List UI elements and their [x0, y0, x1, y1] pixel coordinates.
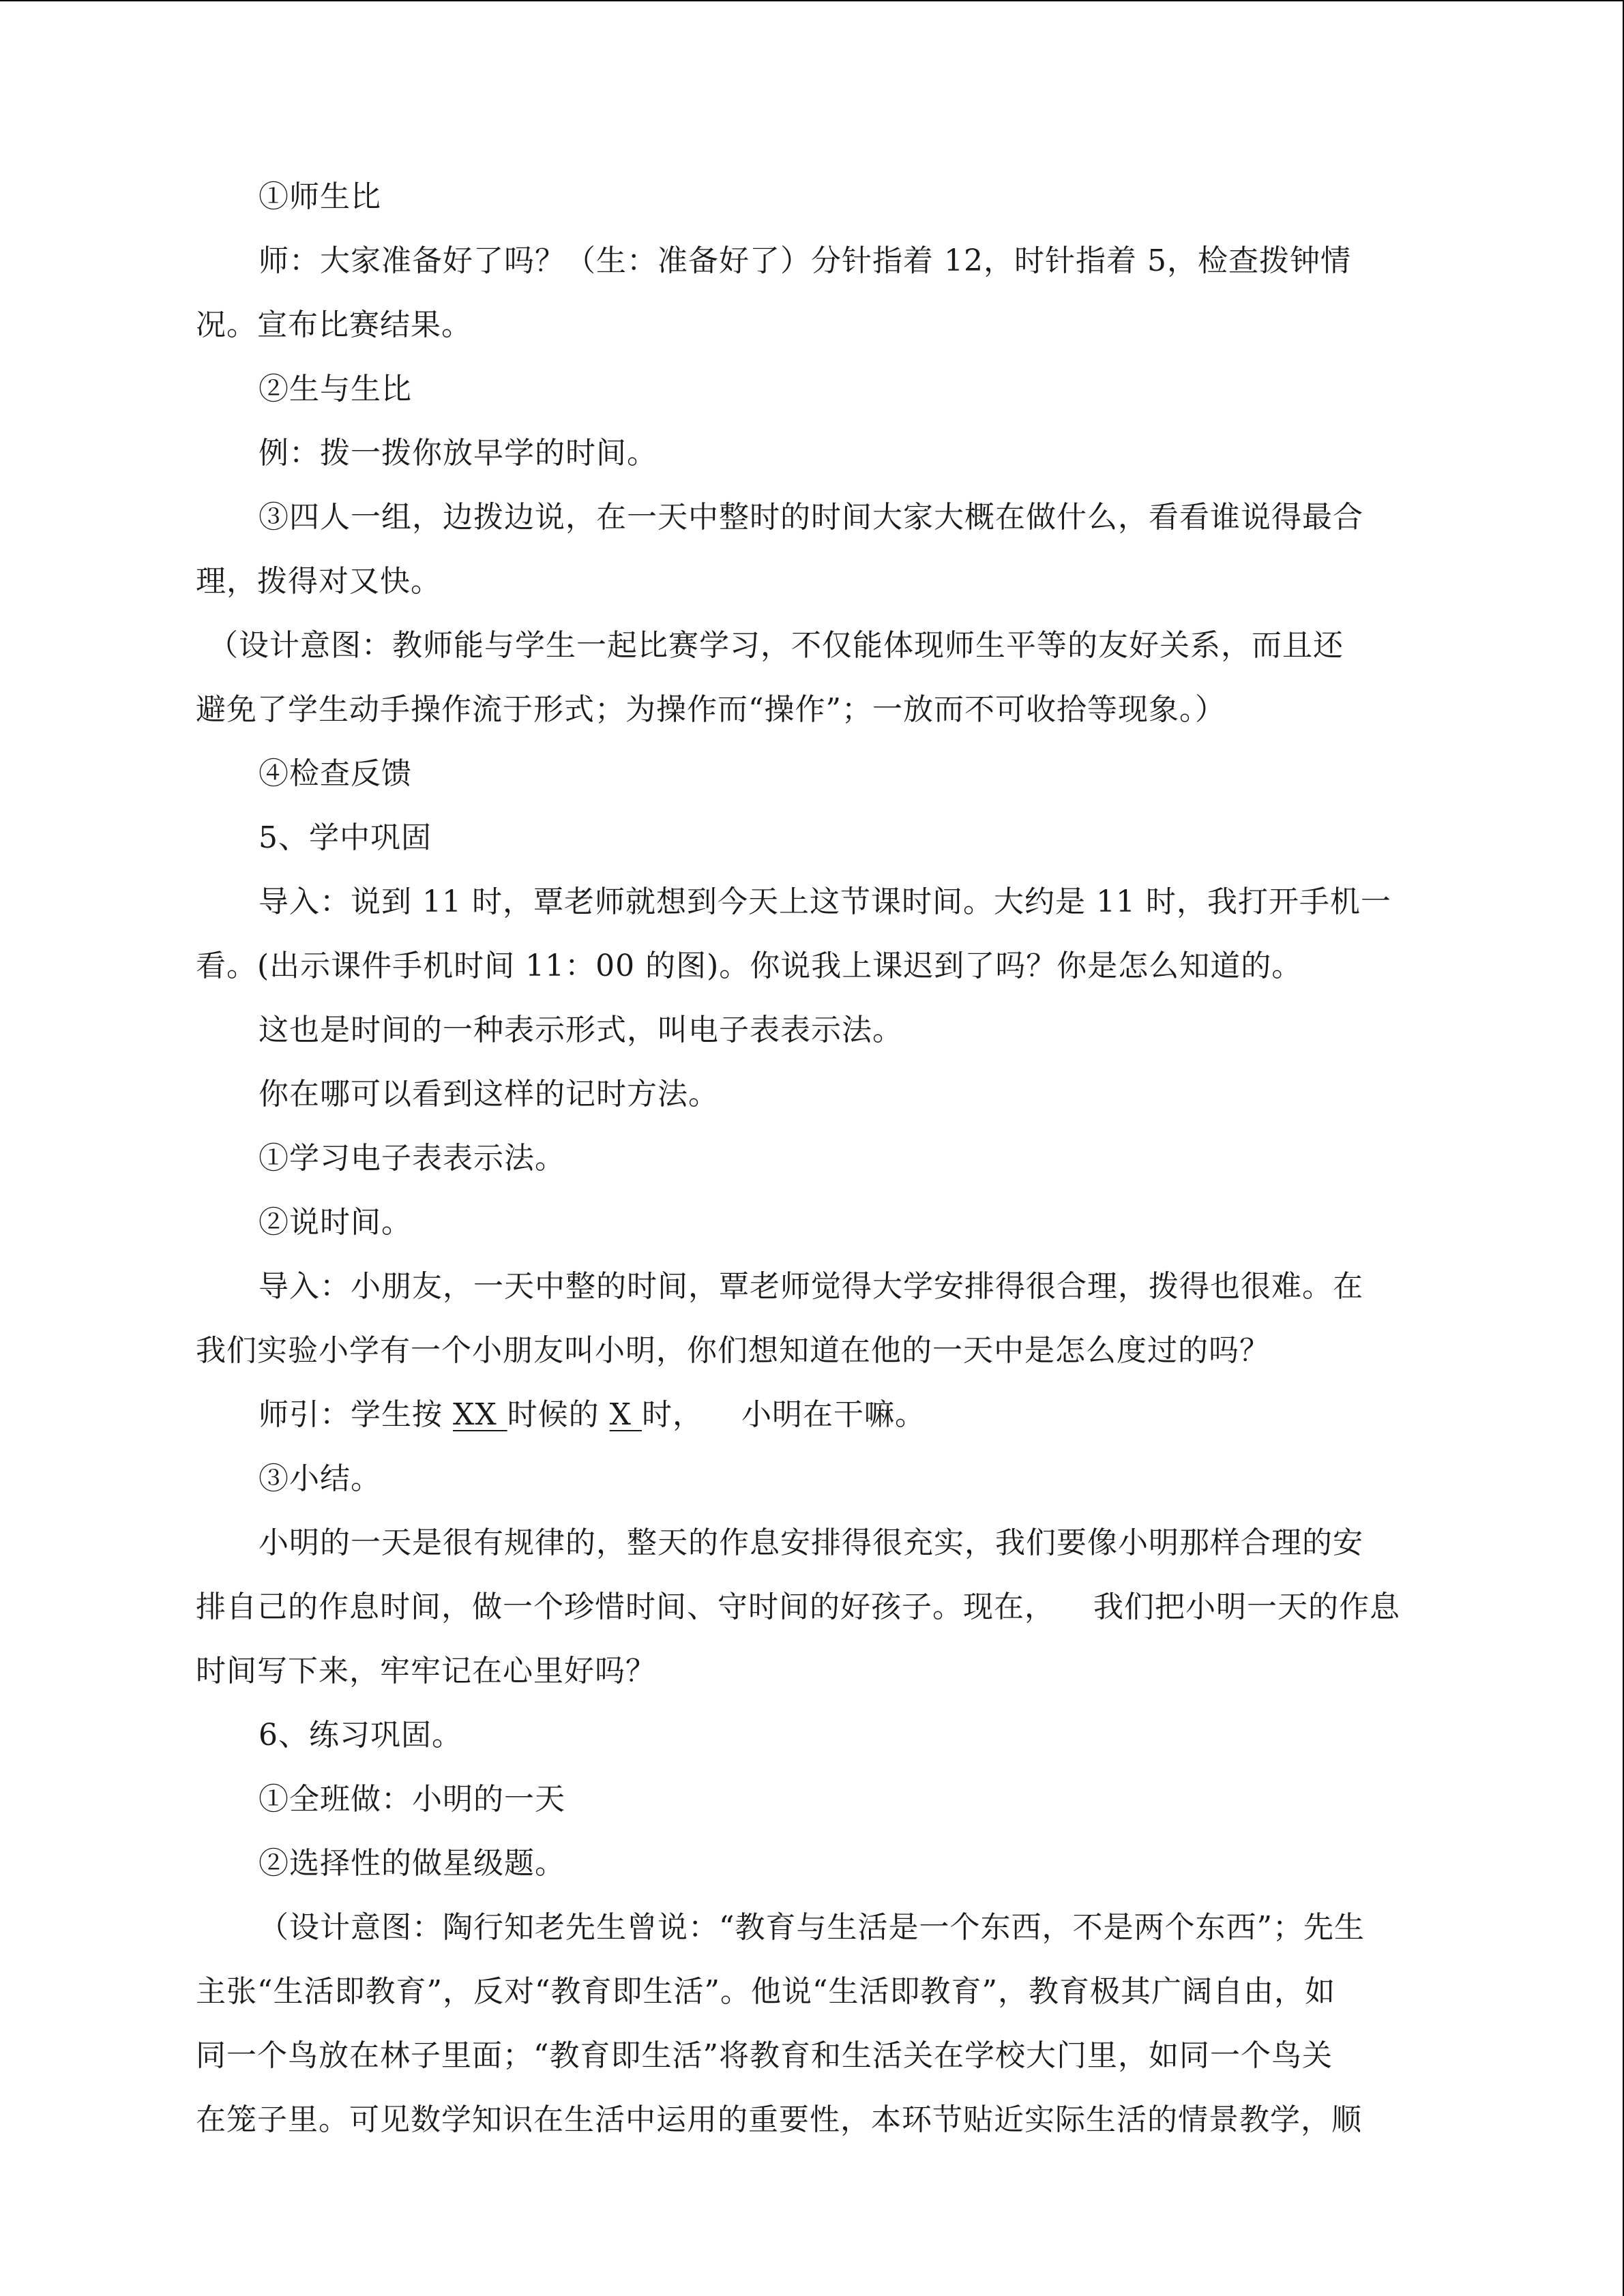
paragraph-line: ①学习电子表表示法。	[259, 1141, 565, 1176]
design-intent-line: （设计意图：教师能与学生一起比赛学习，不仅能体现师生平等的友好关系，而且还	[208, 628, 1344, 663]
paragraph-line: 这也是时间的一种表示形式，叫电子表表示法。	[259, 1013, 903, 1047]
paragraph-line: 你在哪可以看到这样的记时方法。	[259, 1077, 719, 1112]
line-after: 时，	[641, 1397, 703, 1432]
paragraph-line: ②说时间。	[259, 1205, 412, 1240]
paragraph-line: 导入：说到 11 时，覃老师就想到今天上这节课时间。大约是 11 时，我打开手机一	[259, 884, 1391, 919]
section-heading: 6、练习巩固。	[259, 1718, 462, 1753]
paragraph-line: 师：大家准备好了吗？（生：准备好了）分针指着 12，时针指着 5，检查拨钟情	[259, 243, 1351, 278]
paragraph-line: 理，拨得对又快。	[196, 564, 441, 599]
line-prefix: 师引：学生按	[259, 1397, 453, 1432]
paragraph-line: ③小结。	[259, 1461, 381, 1496]
paragraph-line: 我们实验小学有一个小朋友叫小明，你们想知道在他的一天中是怎么度过的吗？	[196, 1333, 1270, 1368]
paragraph-line: 例：拨一拨你放早学的时间。	[259, 436, 658, 471]
document-body	[196, 165, 1471, 2152]
line-part: 我们把小明一天的作息	[1093, 1590, 1400, 1624]
paragraph-line: ②选择性的做星级题。	[259, 1846, 565, 1881]
paragraph-line: ①师生比	[259, 179, 381, 214]
design-intent-line: 避免了学生动手操作流于形式；为操作而“操作”；一放而不可收拾等现象。）	[196, 692, 1226, 727]
design-intent-line: 在笼子里。可见数学知识在生活中运用的重要性，本环节贴近实际生活的情景教学，顺	[196, 2102, 1362, 2137]
paragraph-line: ②生与生比	[259, 372, 412, 406]
underlined-blank: X	[609, 1397, 642, 1432]
design-intent-line: 主张“生活即教育”，反对“教育即生活”。他说“生活即教育”，教育极其广阔自由，如	[196, 1974, 1335, 2009]
line-suffix: 小明在干嘛。	[741, 1397, 926, 1432]
paragraph-line: 导入：小朋友，一天中整的时间，覃老师觉得大学安排得很合理，拨得也很难。在	[259, 1269, 1363, 1304]
paragraph-line: 看。(出示课件手机时间 11：00 的图)。你说我上课迟到了吗？你是怎么知道的。	[196, 949, 1303, 983]
line-mid: 时候的	[507, 1397, 610, 1432]
paragraph-line: 时间写下来，牢牢记在心里好吗？	[196, 1654, 656, 1688]
section-heading: 5、学中巩固	[259, 820, 432, 855]
design-intent-line: 同一个鸟放在林子里面；“教育即生活”将教育和生活关在学校大门里，如同一个鸟关	[196, 2038, 1333, 2073]
paragraph-line: 况。宣布比赛结果。	[196, 308, 472, 342]
paragraph-line	[196, 1575, 1471, 1639]
paragraph-line-underlined	[196, 1383, 1471, 1447]
underlined-blank: XX	[453, 1397, 507, 1432]
paragraph-line: ③四人一组，边拨边说，在一天中整时的时间大家大概在做什么，看看谁说得最合	[259, 500, 1363, 535]
design-intent-line: （设计意图：陶行知老先生曾说：“教育与生活是一个东西，不是两个东西”；先生	[259, 1910, 1365, 1945]
paragraph-line: ④检查反馈	[259, 756, 412, 791]
paragraph-line: 小明的一天是很有规律的，整天的作息安排得很充实，我们要像小明那样合理的安	[259, 1525, 1363, 1560]
paragraph-line: ①全班做：小明的一天	[259, 1782, 565, 1817]
line-part: 排自己的作息时间，做一个珍惜时间、守时间的好孩子。现在，	[196, 1590, 1055, 1624]
